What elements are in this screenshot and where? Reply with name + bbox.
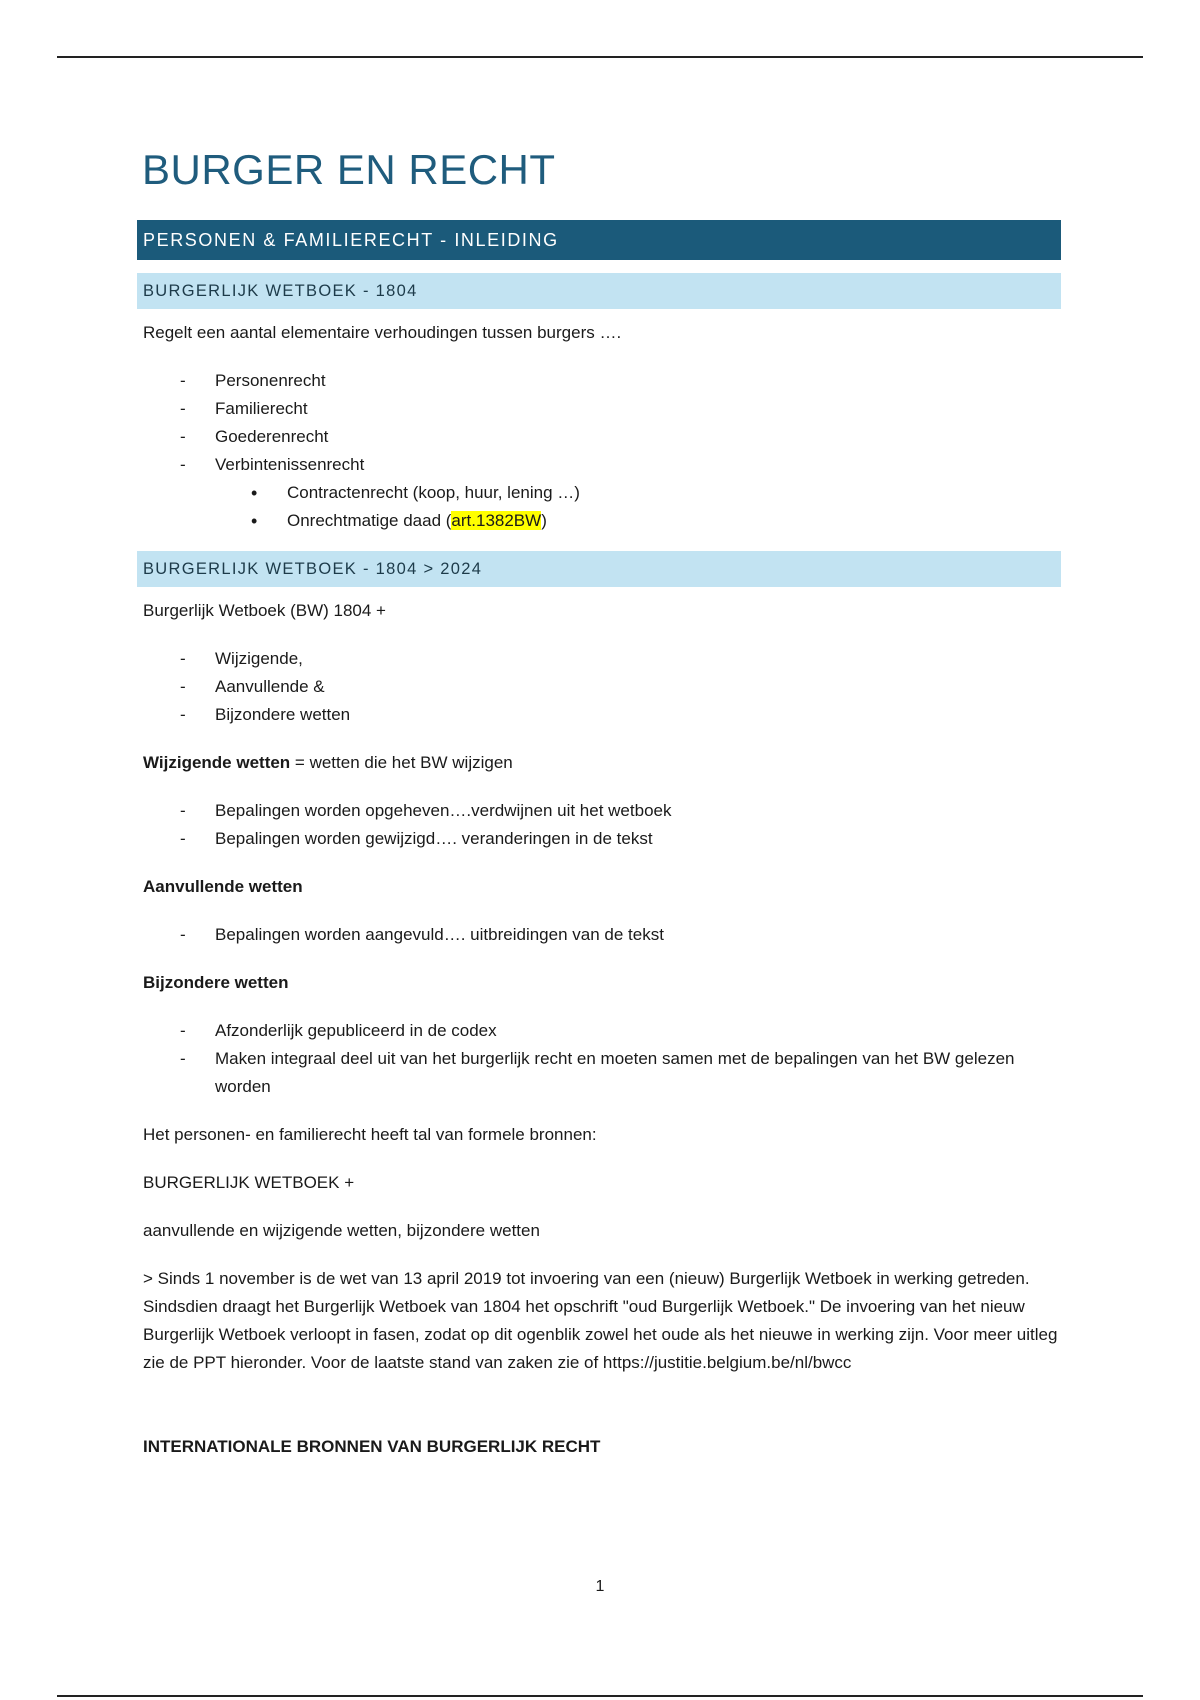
wijzigende-list xyxy=(143,797,1063,853)
bronnen-paragraph: Het personen- en familierecht heeft tal van formele bronnen: xyxy=(143,1125,597,1144)
document-title: BURGER EN RECHT xyxy=(142,146,556,193)
list-item: - Bepalingen worden opgeheven….verdwijnen uit het wetboek xyxy=(215,797,1063,825)
bw-intro: Burgerlijk Wetboek (BW) 1804 + xyxy=(143,601,386,620)
list-item: - Familierecht xyxy=(215,395,1063,423)
bijzondere-list xyxy=(143,1017,1063,1101)
bottom-rule xyxy=(57,1695,1143,1697)
list-item xyxy=(215,451,1063,535)
wijzigende-wetten-paragraph: Wijzigende wetten = wetten die het BW wijzigen xyxy=(143,753,513,772)
bijzondere-wetten-heading: Bijzondere wetten xyxy=(143,973,289,992)
list-item: - Personenrecht xyxy=(215,367,1063,395)
highlighted-article: art.1382BW xyxy=(451,511,542,530)
subsection-heading-bw-2024: BURGERLIJK WETBOEK - 1804 > 2024 xyxy=(137,551,1061,587)
list-item-label: Verbintenissenrecht xyxy=(215,455,365,474)
aanvullende-line: aanvullende en wijzigende wetten, bijzondere wetten xyxy=(143,1221,540,1240)
aanvullende-wetten-heading: Aanvullende wetten xyxy=(143,877,303,896)
section-heading-personen: PERSONEN & FAMILIERECHT - INLEIDING xyxy=(137,220,1061,260)
intro-paragraph: Regelt een aantal elementaire verhoudingen tussen burgers …. xyxy=(143,323,622,342)
list-item: - Goederenrecht xyxy=(215,423,1063,451)
subsection-heading-bw-1804: BURGERLIJK WETBOEK - 1804 xyxy=(137,273,1061,309)
list-item: • Contractenrecht (koop, huur, lening …) xyxy=(287,479,1063,507)
bw-plus-paragraph: BURGERLIJK WETBOEK + xyxy=(143,1173,355,1192)
internationale-heading: INTERNATIONALE BRONNEN VAN BURGERLIJK RECHT xyxy=(143,1437,601,1456)
list-item: - Wijzigende, xyxy=(215,645,1063,673)
list-item: - Maken integraal deel uit van het burgerlijk recht en moeten samen met de bepalingen van het BW gelezen worden xyxy=(215,1045,1063,1101)
document-body xyxy=(143,140,1063,1481)
list-item: - Bepalingen worden aangevuld…. uitbreidingen van de tekst xyxy=(215,921,1063,949)
rechtsgebieden-list xyxy=(143,367,1063,535)
page-number: 1 xyxy=(595,1578,605,1595)
aanvullende-list xyxy=(143,921,1063,949)
list-item: - Afzonderlijk gepubliceerd in de codex xyxy=(215,1017,1063,1045)
list-item: • Onrechtmatige daad (art.1382BW) xyxy=(287,507,1063,535)
verbintenissen-sublist xyxy=(215,479,1063,535)
list-item: - Bijzondere wetten xyxy=(215,701,1063,729)
wetten-list xyxy=(143,645,1063,729)
list-item: - Aanvullende & xyxy=(215,673,1063,701)
spacer xyxy=(143,1397,1063,1433)
top-rule xyxy=(57,56,1143,58)
list-item: - Bepalingen worden gewijzigd…. veranderingen in de tekst xyxy=(215,825,1063,853)
nieuw-bw-note: > Sinds 1 november is de wet van 13 april 2019 tot invoering van een (nieuw) Burgerlijk Wetboek in werking getreden. Sindsdien draagt het Burgerlijk Wetboek van 1804 het opschrift "oud Burgerlijk Wetboek." De invoering van het nieuw Burgerlijk Wetboek verloopt in fasen, zodat op dit ogenblik zowel het oude als het nieuwe in werking zijn. Voor meer uitleg zie de PPT hieronder. Voor de laatste stand van zaken zie of https://justitie.belgium.be/nl/bwcc xyxy=(143,1269,1058,1372)
